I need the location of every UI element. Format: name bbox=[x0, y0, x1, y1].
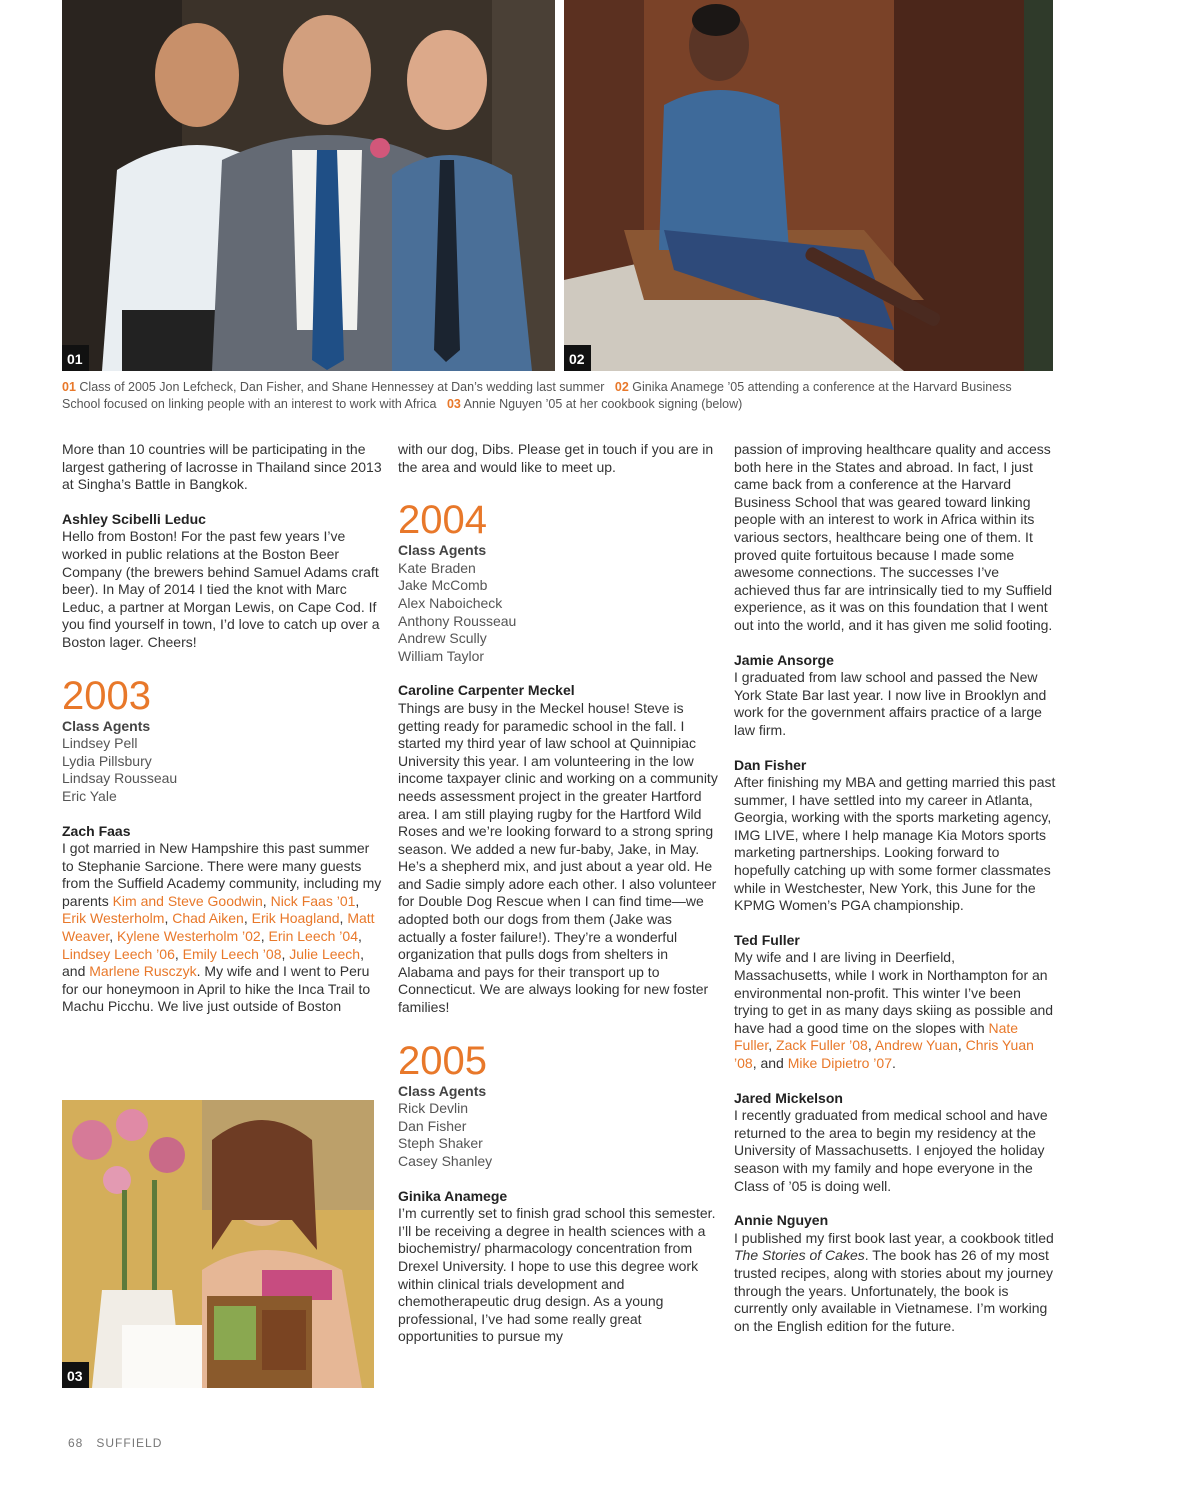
page-footer bbox=[68, 1436, 162, 1450]
classmate-link[interactable]: Marlene Rusczyk bbox=[89, 963, 197, 980]
classmate-link[interactable]: Erin Leech ’04 bbox=[268, 928, 358, 945]
caption-text-01: Class of 2005 Jon Lefcheck, Dan Fisher, and Shane Hennessey at Dan’s wedding last summer bbox=[79, 380, 605, 394]
classmate-link[interactable]: Matt Weaver bbox=[62, 910, 375, 945]
photo-cookbook-signing bbox=[62, 1100, 374, 1388]
entry-text-ashley: Hello from Boston! For the past few years I’ve worked in public relations at the Boston Beer Company (the brewers behind Samuel Adams craft beer). In May of 2014 I tied the knot with Marc Leduc, a partner at Morgan Lewis, on Cape Cod. If you find yourself in town, I’d love to catch up over a Boston lager. Cheers! bbox=[62, 528, 380, 650]
class-agent: Lindsey Pell bbox=[62, 735, 138, 752]
page-number: 68 bbox=[68, 1436, 84, 1450]
classmate-link[interactable]: Nate Fuller bbox=[734, 1019, 1019, 1054]
class-agent: Steph Shaker bbox=[398, 1135, 483, 1152]
classmate-link[interactable]: Emily Leech ’08 bbox=[182, 945, 282, 962]
class-agent: Alex Naboicheck bbox=[398, 594, 503, 611]
classmate-link[interactable]: Andrew Yuan bbox=[874, 1037, 958, 1054]
continued-text: with our dog, Dibs. Please get in touch if you are in the area and would like to meet up. bbox=[398, 441, 714, 475]
entry-name-ashley: Ashley Scibelli Leduc bbox=[62, 510, 206, 527]
photo-conference-attendee bbox=[564, 0, 1053, 371]
caption-number-02: 02 bbox=[614, 380, 629, 394]
classmate-link[interactable]: Lindsey Leech ’06 bbox=[62, 945, 175, 962]
photo-number-03: 03 bbox=[62, 1362, 89, 1388]
classmate-link[interactable]: Kim and Steve Goodwin bbox=[112, 892, 263, 909]
classmate-link[interactable]: Erik Hoagland bbox=[251, 910, 340, 927]
class-agents-heading-2004: Class Agents bbox=[398, 542, 487, 559]
book-title: The Stories of Cakes bbox=[734, 1247, 865, 1264]
entry-text-ted: My wife and I are living in Deerfield, Massachusetts, while I work in Northampton for an environmental non-profit. This winter I’ve been trying to get in as many days skiing as possible and have had a good time on the slopes with Nate Fuller, Zack Fuller ’08, Andrew Yuan, Chris Yuan ’08, and Mike Dipietro ’07. bbox=[734, 949, 1054, 1071]
class-agent: Anthony Rousseau bbox=[398, 612, 517, 629]
entry-text-jared: I recently graduated from medical school and have returned to the area to begin my residency at the University of Massachusetts. I enjoyed the holiday season with my family and hope everyone in the Class of ’05 is doing well. bbox=[734, 1107, 1048, 1194]
class-year-2005: 2005 bbox=[398, 1038, 487, 1083]
class-agent: Eric Yale bbox=[62, 787, 117, 804]
class-agent: Dan Fisher bbox=[398, 1117, 467, 1134]
entry-name-ginika: Ginika Anamege bbox=[398, 1187, 508, 1204]
photo-wedding-group bbox=[62, 0, 555, 371]
entry-name-zach: Zach Faas bbox=[62, 822, 131, 839]
intro-paragraph: More than 10 countries will be participating in the largest gathering of lacrosse in Thailand since 2013 at Singha’s Battle in Bangkok. bbox=[62, 441, 382, 493]
class-agent: Lindsay Rousseau bbox=[62, 770, 178, 787]
entry-text-jamie: I graduated from law school and passed the New York State Bar last year. I now live in Brooklyn and work for the government affairs practice of a large law firm. bbox=[734, 669, 1047, 738]
class-agent: Rick Devlin bbox=[398, 1100, 469, 1117]
magazine-name: SUFFIELD bbox=[96, 1436, 163, 1450]
classmate-link[interactable]: Nick Faas ’01 bbox=[270, 892, 356, 909]
entry-name-jared: Jared Mickelson bbox=[734, 1089, 843, 1106]
class-agent: Lydia Pillsbury bbox=[62, 752, 152, 769]
entry-text-zach: I got married in New Hampshire this past summer to Stephanie Sarcione. There were many guests from the Suffield Academy community, including my parents Kim and Steve Goodwin, Nick Faas ’01, Erik Westerholm, Chad Aiken, Erik Hoagland, Matt Weaver, Kylene Westerholm ’02, Erin Leech ’04, Lindsey Leech ’06, Emily Leech ’08, Julie Leech, and Marlene Rusczyk. My wife and I went to Peru for our honeymoon in April to hike the Inca Trail to Machu Picchu. We live just outside of Boston bbox=[62, 840, 382, 1015]
classmate-link[interactable]: Chris Yuan ’08 bbox=[734, 1037, 1034, 1071]
class-agent: Jake McComb bbox=[398, 577, 488, 594]
entry-text-caroline: Things are busy in the Meckel house! Steve is getting ready for paramedic school in the fall. I started my third year of law school at Quinnipiac University this year. I am volunteering in the low income taxpayer clinic and working on a community needs assessment project in the greater Hartford area. I am still playing rugby for the Hartford Wild Roses and we’re looking forward to a strong spring season. We added a new fur-baby, Jake, in May. He’s a shepherd mix, and just about a year old. He and Sadie simply adore each other. I also volunteer for Double Dog Rescue when I can find time—we adopted both our dogs from them (Jake was actually a foster failure!). They’re a wonderful organization that pulls dogs from shelters in Alabama and pays for their transport up to Connecticut. We are always looking for new foster families! bbox=[398, 699, 718, 1016]
column-1 bbox=[62, 441, 384, 1016]
entry-text-annie: I published my first book last year, a cookbook titled The Stories of Cakes. The book has 26 of my most trusted recipes, along with stories about my journey through the years. Unfortunately, the book is currently only available in Vietnamese. I’m working on the English edition for the future. bbox=[734, 1229, 1054, 1334]
class-agents-heading-2005: Class Agents bbox=[398, 1082, 487, 1099]
classmate-link[interactable]: Julie Leech bbox=[289, 945, 361, 962]
entry-name-jamie: Jamie Ansorge bbox=[734, 651, 834, 668]
classmate-link[interactable]: Chad Aiken bbox=[172, 910, 244, 927]
column-2 bbox=[398, 441, 720, 1346]
class-year-2004: 2004 bbox=[398, 498, 487, 543]
classmate-link[interactable]: Kylene Westerholm ’02 bbox=[117, 928, 261, 945]
class-agent: Casey Shanley bbox=[398, 1153, 493, 1169]
caption-number-03: 03 bbox=[446, 397, 461, 411]
caption-number-01: 01 bbox=[62, 380, 76, 394]
column-3 bbox=[734, 441, 1056, 1335]
photo-cookbook-signing-image bbox=[62, 1100, 374, 1388]
caption-text-02: Ginika Anamege ’05 attending a conference at the Harvard Business School focused on linking people with an interest to work with Africa bbox=[62, 380, 1012, 411]
classmate-link[interactable]: Zack Fuller ’08 bbox=[776, 1037, 868, 1054]
photo-caption bbox=[62, 379, 1042, 413]
classmate-link[interactable]: Mike Dipietro ’07 bbox=[787, 1055, 892, 1071]
entry-name-dan: Dan Fisher bbox=[734, 756, 807, 773]
continued-text: passion of improving healthcare quality and access both here in the States and abroad. In fact, I just came back from a conference at the Harvard Business School that was geared toward linking people with an interest to work in Africa within its various sectors, healthcare being one of them. It proved quite fortuitous because I made some awesome connections. The successes I’ve achieved thus far are intrinsically tied to my Suffield experience, as it was on this foundation that I went out into the world, and it has given me solid footing. bbox=[734, 441, 1053, 633]
class-agents-heading-2003: Class Agents bbox=[62, 717, 151, 734]
caption-text-03: Annie Nguyen ’05 at her cookbook signing (below) bbox=[463, 397, 743, 411]
photo-conference-attendee-image bbox=[564, 0, 1053, 371]
entry-name-annie: Annie Nguyen bbox=[734, 1212, 829, 1229]
entry-text-dan: After finishing my MBA and getting married this past summer, I have settled into my career in Atlanta, Georgia, working with the sports marketing agency, IMG LIVE, where I help manage Kia Motors sports marketing partnerships. Looking forward to hopefully catching up with some former classmates while in Westchester, New York, this June for the KPMG Women’s PGA championship. bbox=[734, 774, 1056, 914]
entry-name-ted: Ted Fuller bbox=[734, 931, 800, 948]
classmate-link[interactable]: Erik Westerholm bbox=[62, 910, 165, 927]
photo-wedding-group-image bbox=[62, 0, 555, 371]
class-agent: Andrew Scully bbox=[398, 630, 487, 647]
photo-number-02: 02 bbox=[564, 345, 591, 371]
entry-text-ginika: I’m currently set to finish grad school this semester. I’ll be receiving a degree in health sciences with a biochemistry/ pharmacology concentration from Drexel University. I hope to use this degree work within clinical trials development and chemotherapeutic drug design. As a young professional, I’ve had some really great opportunities to pursue my bbox=[398, 1205, 716, 1345]
class-year-2003: 2003 bbox=[62, 673, 151, 718]
class-agent: William Taylor bbox=[398, 647, 485, 664]
entry-name-caroline: Caroline Carpenter Meckel bbox=[398, 682, 575, 699]
photo-number-01: 01 bbox=[62, 345, 89, 371]
class-agent: Kate Braden bbox=[398, 559, 476, 576]
